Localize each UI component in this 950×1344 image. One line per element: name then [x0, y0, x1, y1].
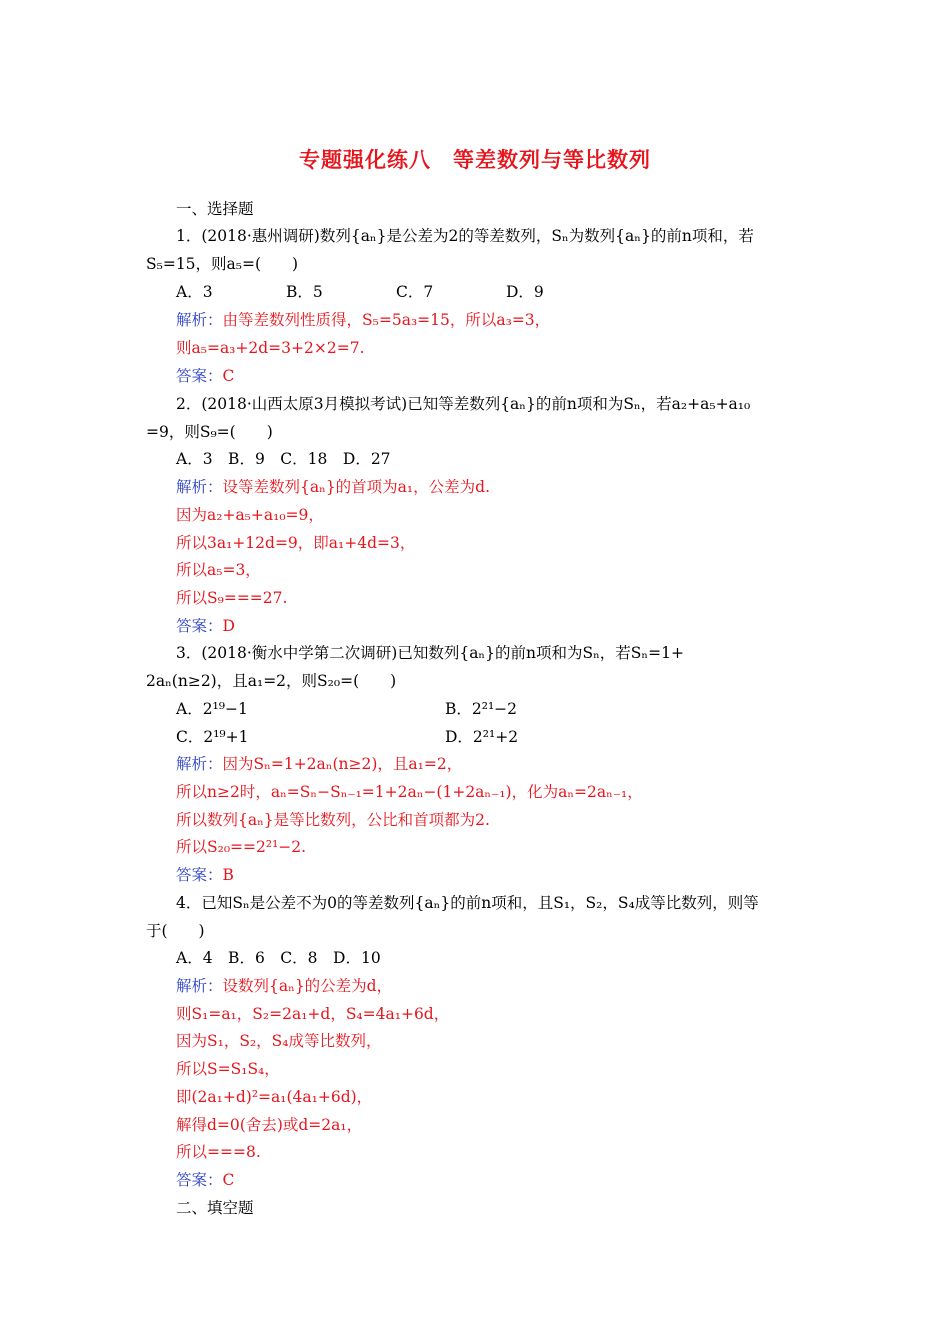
analysis-text: 因为a₂+a₅+a₁₀=9，: [176, 506, 324, 524]
answer-value: B: [222, 866, 234, 884]
question-options: [176, 282, 544, 302]
analysis-label: 解析：: [176, 478, 223, 496]
analysis-text: 所以===8.: [176, 1143, 261, 1161]
section-heading: 一、选择题: [176, 200, 254, 218]
question-stem: =9，则S₉=( ): [146, 423, 273, 441]
analysis-line: [176, 976, 392, 996]
answer-label: 答案：: [176, 866, 223, 884]
analysis-text: 所以n≥2时，aₙ=Sₙ−Sₙ₋₁=1+2aₙ−(1+2aₙ₋₁)，化为aₙ=2aₙ₋₁，: [176, 783, 643, 801]
answer-line: [176, 1170, 234, 1190]
analysis-text: 所以S₂₀==2²¹−2.: [176, 838, 307, 856]
analysis-text: 即(2a₁+d)²=a₁(4a₁+6d)，: [176, 1088, 373, 1106]
analysis-label: 解析：: [176, 311, 223, 329]
question-stem: 2．(2018·山西太原3月模拟考试)已知等差数列{aₙ}的前n项和为Sₙ，若a₂+a₅+a₁₀: [176, 395, 751, 413]
answer-value: D: [222, 617, 235, 635]
answer-label: 答案：: [176, 1171, 223, 1189]
analysis-text: 则a₅=a₃+2d=3+2×2=7.: [176, 339, 365, 357]
option: B．5: [286, 283, 323, 301]
option: B．2²¹−2: [445, 700, 518, 718]
analysis-text: 设数列{aₙ}的公差为d，: [222, 977, 393, 995]
analysis-text: 由等差数列性质得，S₅=5a₃=15，所以a₃=3，: [222, 311, 551, 329]
option: C．7: [396, 283, 434, 301]
answer-line: [176, 366, 234, 386]
question-stem: 于( ): [146, 922, 205, 940]
answer-value: C: [222, 1171, 235, 1189]
analysis-text: 则S₁=a₁，S₂=2a₁+d，S₄=4a₁+6d，: [176, 1005, 450, 1023]
analysis-label: 解析：: [176, 977, 223, 995]
analysis-text: 所以a₅=3，: [176, 561, 261, 579]
analysis-label: 解析：: [176, 755, 223, 773]
question-stem: 4．已知Sₙ是公差不为0的等差数列{aₙ}的前n项和，且S₁，S₂，S₄成等比数列，则等: [176, 894, 759, 912]
question-stem: 1．(2018·惠州调研)数列{aₙ}是公差为2的等差数列，Sₙ为数列{aₙ}的前n项和，若: [176, 227, 754, 245]
question-stem: S₅=15，则a₅=( ): [146, 255, 299, 273]
analysis-text: 解得d=0(舍去)或d=2a₁，: [176, 1116, 363, 1134]
analysis-text: 所以数列{aₙ}是等比数列，公比和首项都为2.: [176, 811, 490, 829]
answer-label: 答案：: [176, 367, 223, 385]
analysis-line: [176, 754, 462, 774]
option: C．2¹⁹+1: [176, 728, 249, 746]
answer-line: [176, 865, 234, 885]
question-stem: 2aₙ(n≥2)，且a₁=2，则S₂₀=( ): [146, 672, 397, 690]
answer-value: C: [222, 367, 235, 385]
analysis-line: [176, 310, 550, 330]
answer-line: [176, 616, 235, 636]
analysis-text: 因为Sₙ=1+2aₙ(n≥2)，且a₁=2，: [222, 755, 463, 773]
page-title: 专题强化练八 等差数列与等比数列: [299, 148, 651, 172]
analysis-text: 所以3a₁+12d=9，即a₁+4d=3，: [176, 534, 416, 552]
option: A．3: [176, 283, 213, 301]
option: D．9: [506, 283, 544, 301]
option: D．2²¹+2: [445, 728, 519, 746]
analysis-text: 所以S₉===27.: [176, 589, 288, 607]
question-stem: 3．(2018·衡水中学第二次调研)已知数列{aₙ}的前n项和为Sₙ，若Sₙ=1+: [176, 644, 684, 662]
analysis-text: 所以S=S₁S₄，: [176, 1060, 280, 1078]
analysis-text: 设等差数列{aₙ}的首项为a₁，公差为d.: [222, 478, 490, 496]
section-heading: 二、填空题: [176, 1199, 254, 1217]
answer-label: 答案：: [176, 617, 223, 635]
analysis-line: [176, 477, 490, 497]
question-options: A．3 B．9 C．18 D．27: [176, 450, 391, 468]
option: A．2¹⁹−1: [176, 700, 248, 718]
analysis-text: 因为S₁，S₂，S₄成等比数列，: [176, 1032, 382, 1050]
question-options: A．4 B．6 C．8 D．10: [176, 949, 381, 967]
